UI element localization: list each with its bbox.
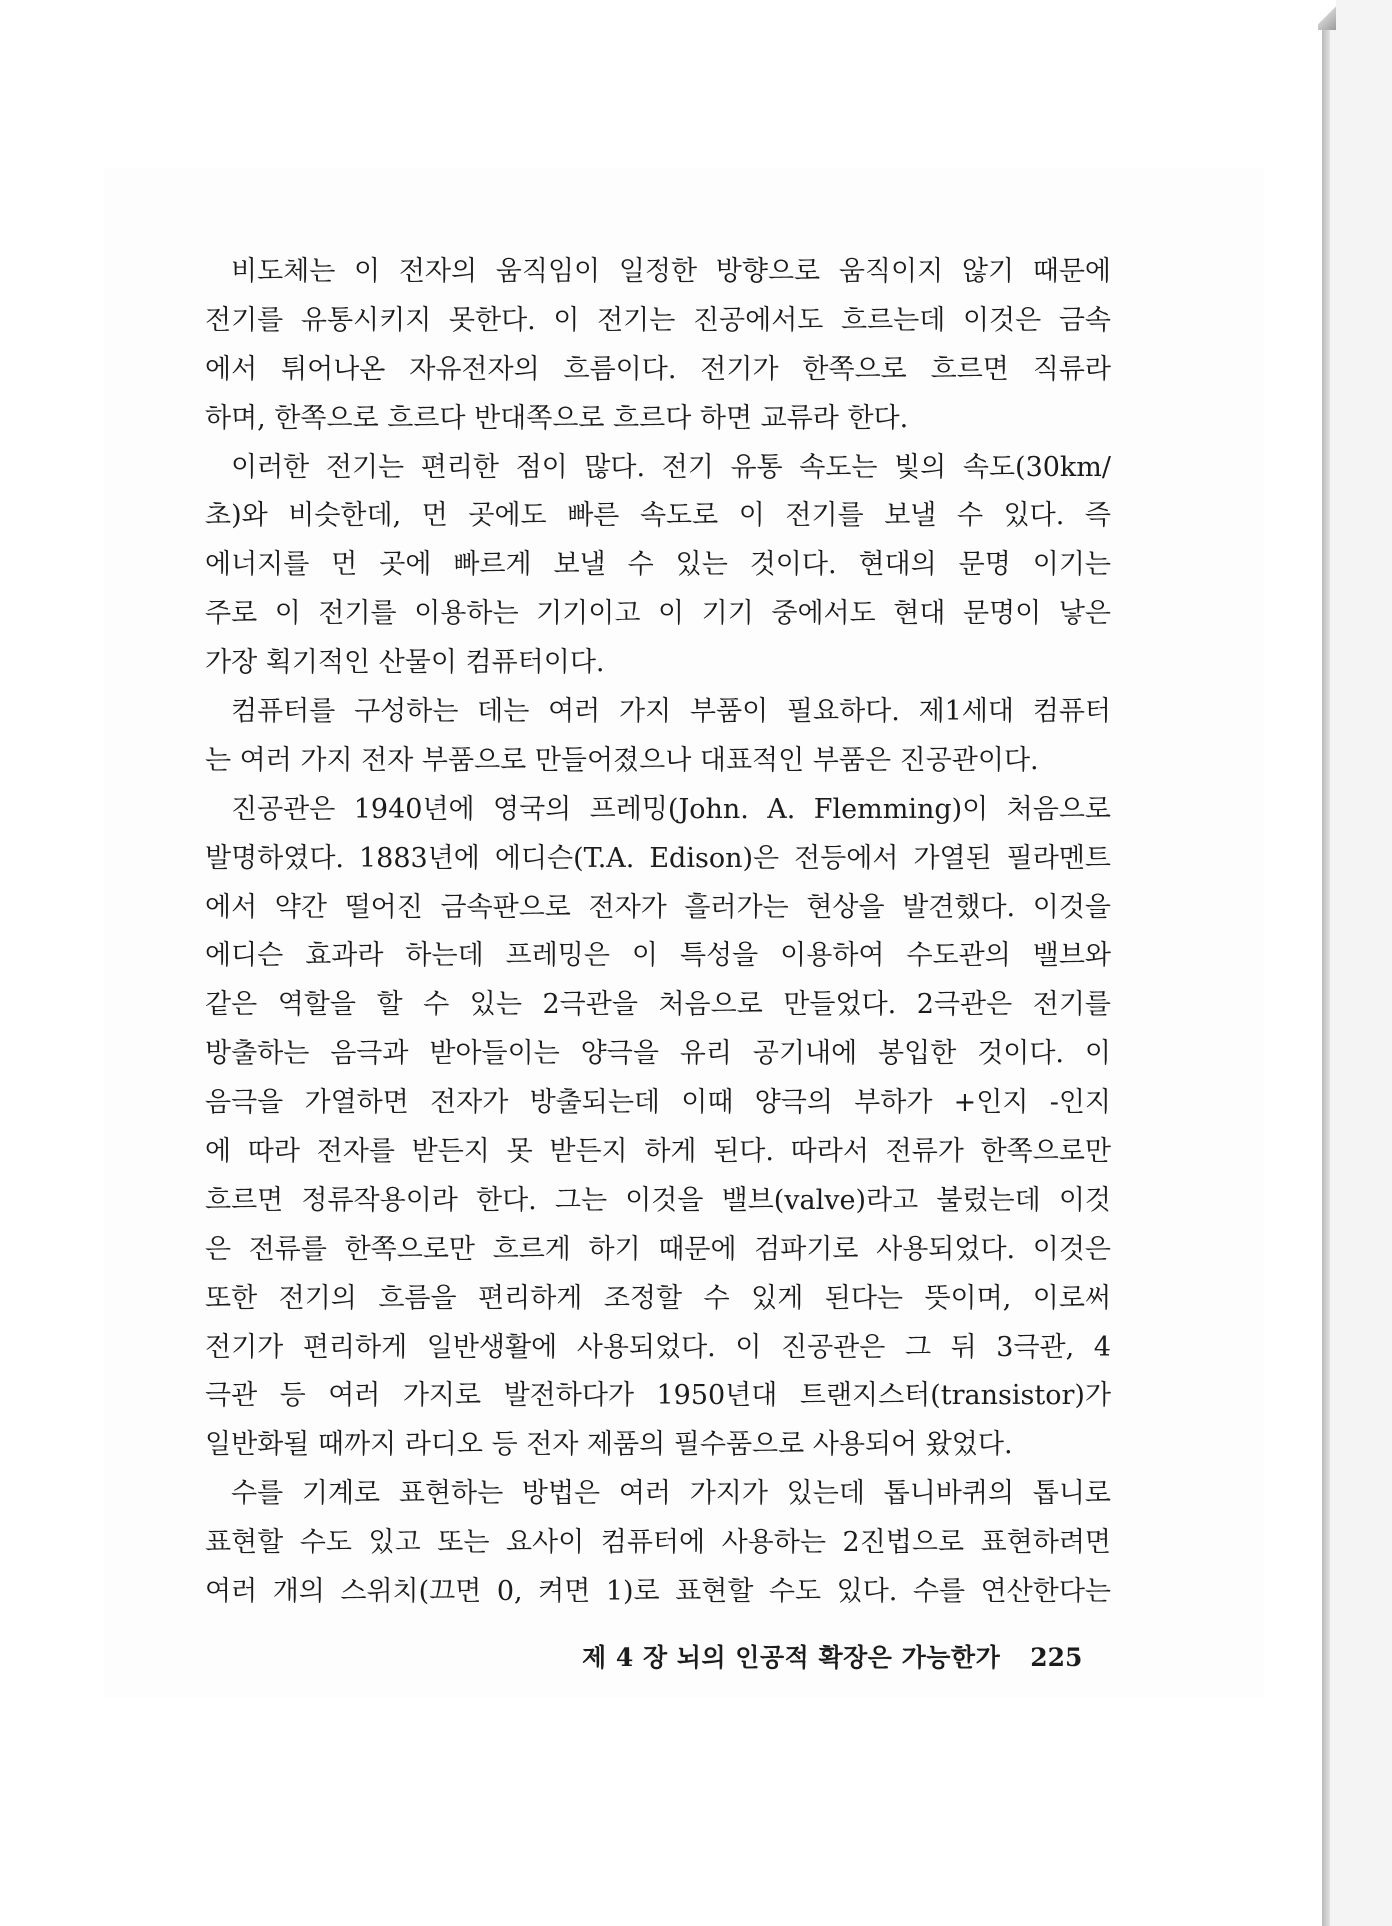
body-text	[205, 248, 1111, 1617]
text-line: 일반화될 때까지 라디오 등 전자 제품의 필수품으로 사용되어 왔었다.	[205, 1429, 1013, 1461]
text-line: 전기를 유통시키지 못한다. 이 전기는 진공에서도 흐르는데 이것은 금속	[205, 304, 1111, 336]
text-line: 주로 이 전기를 이용하는 기기이고 이 기기 중에서도 현대 문명이 낳은	[205, 598, 1111, 630]
text-line: 에서 튀어나온 자유전자의 흐름이다. 전기가 한쪽으로 흐르면 직류라	[205, 353, 1111, 385]
running-footer-chapter: 제 4 장 뇌의 인공적 확장은 가능한가	[582, 1643, 1001, 1672]
text-line: 전기가 편리하게 일반생활에 사용되었다. 이 진공관은 그 뒤 3극관, 4	[205, 1331, 1111, 1363]
page-edge	[1322, 0, 1330, 1926]
page-footer	[582, 1638, 1082, 1674]
text-line: 컴퓨터를 구성하는 데는 여러 가지 부품이 필요하다. 제1세대 컴퓨터	[231, 696, 1111, 728]
page-corner-fold	[1318, 0, 1336, 30]
text-line: 에디슨 효과라 하는데 프레밍은 이 특성을 이용하여 수도관의 밸브와	[205, 940, 1111, 972]
text-line: 에서 약간 떨어진 금속판으로 전자가 흘러가는 현상을 발견했다. 이것을	[205, 891, 1111, 923]
text-line: 음극을 가열하면 전자가 방출되는데 이때 양극의 부하가 +인지 -인지	[205, 1087, 1111, 1119]
text-line: 진공관은 1940년에 영국의 프레밍(John. A. Flemming)이 처음으로	[231, 793, 1111, 825]
text-line: 방출하는 음극과 받아들이는 양극을 유리 공기내에 봉입한 것이다. 이	[205, 1038, 1111, 1070]
text-line: 가장 획기적인 산물이 컴퓨터이다.	[205, 647, 605, 679]
text-line: 같은 역할을 할 수 있는 2극관을 처음으로 만들었다. 2극관은 전기를	[205, 989, 1111, 1021]
text-line: 표현할 수도 있고 또는 요사이 컴퓨터에 사용하는 2진법으로 표현하려면	[205, 1527, 1111, 1559]
text-line: 발명하였다. 1883년에 에디슨(T.A. Edison)은 전등에서 가열된 필라멘트	[205, 842, 1111, 874]
text-line: 여러 개의 스위치(끄면 0, 켜면 1)로 표현할 수도 있다. 수를 연산한다는	[205, 1576, 1111, 1608]
text-line: 하며, 한쪽으로 흐르다 반대쪽으로 흐르다 하면 교류라 한다.	[205, 402, 909, 434]
text-line: 에너지를 먼 곳에 빠르게 보낼 수 있는 것이다. 현대의 문명 이기는	[205, 549, 1111, 581]
text-line: 에 따라 전자를 받든지 못 받든지 하게 된다. 따라서 전류가 한쪽으로만	[205, 1136, 1111, 1168]
text-line: 초)와 비슷한데, 먼 곳에도 빠른 속도로 이 전기를 보낼 수 있다. 즉	[205, 500, 1111, 532]
text-line: 수를 기계로 표현하는 방법은 여러 가지가 있는데 톱니바퀴의 톱니로	[231, 1478, 1111, 1510]
text-line: 비도체는 이 전자의 움직임이 일정한 방향으로 움직이지 않기 때문에	[231, 256, 1111, 287]
text-line: 은 전류를 한쪽으로만 흐르게 하기 때문에 검파기로 사용되었다. 이것은	[205, 1233, 1111, 1265]
text-line: 또한 전기의 흐름을 편리하게 조정할 수 있게 된다는 뜻이며, 이로써	[205, 1282, 1111, 1314]
text-line: 흐르면 정류작용이라 한다. 그는 이것을 밸브(valve)라고 불렀는데 이것	[205, 1184, 1111, 1216]
text-line: 는 여러 가지 전자 부품으로 만들어졌으나 대표적인 부품은 진공관이다.	[205, 744, 1039, 776]
text-line: 이러한 전기는 편리한 점이 많다. 전기 유통 속도는 빛의 속도(30km/	[231, 451, 1111, 483]
text-line: 극관 등 여러 가지로 발전하다가 1950년대 트랜지스터(transistor)가	[205, 1380, 1111, 1412]
page-number: 225	[1030, 1643, 1083, 1672]
